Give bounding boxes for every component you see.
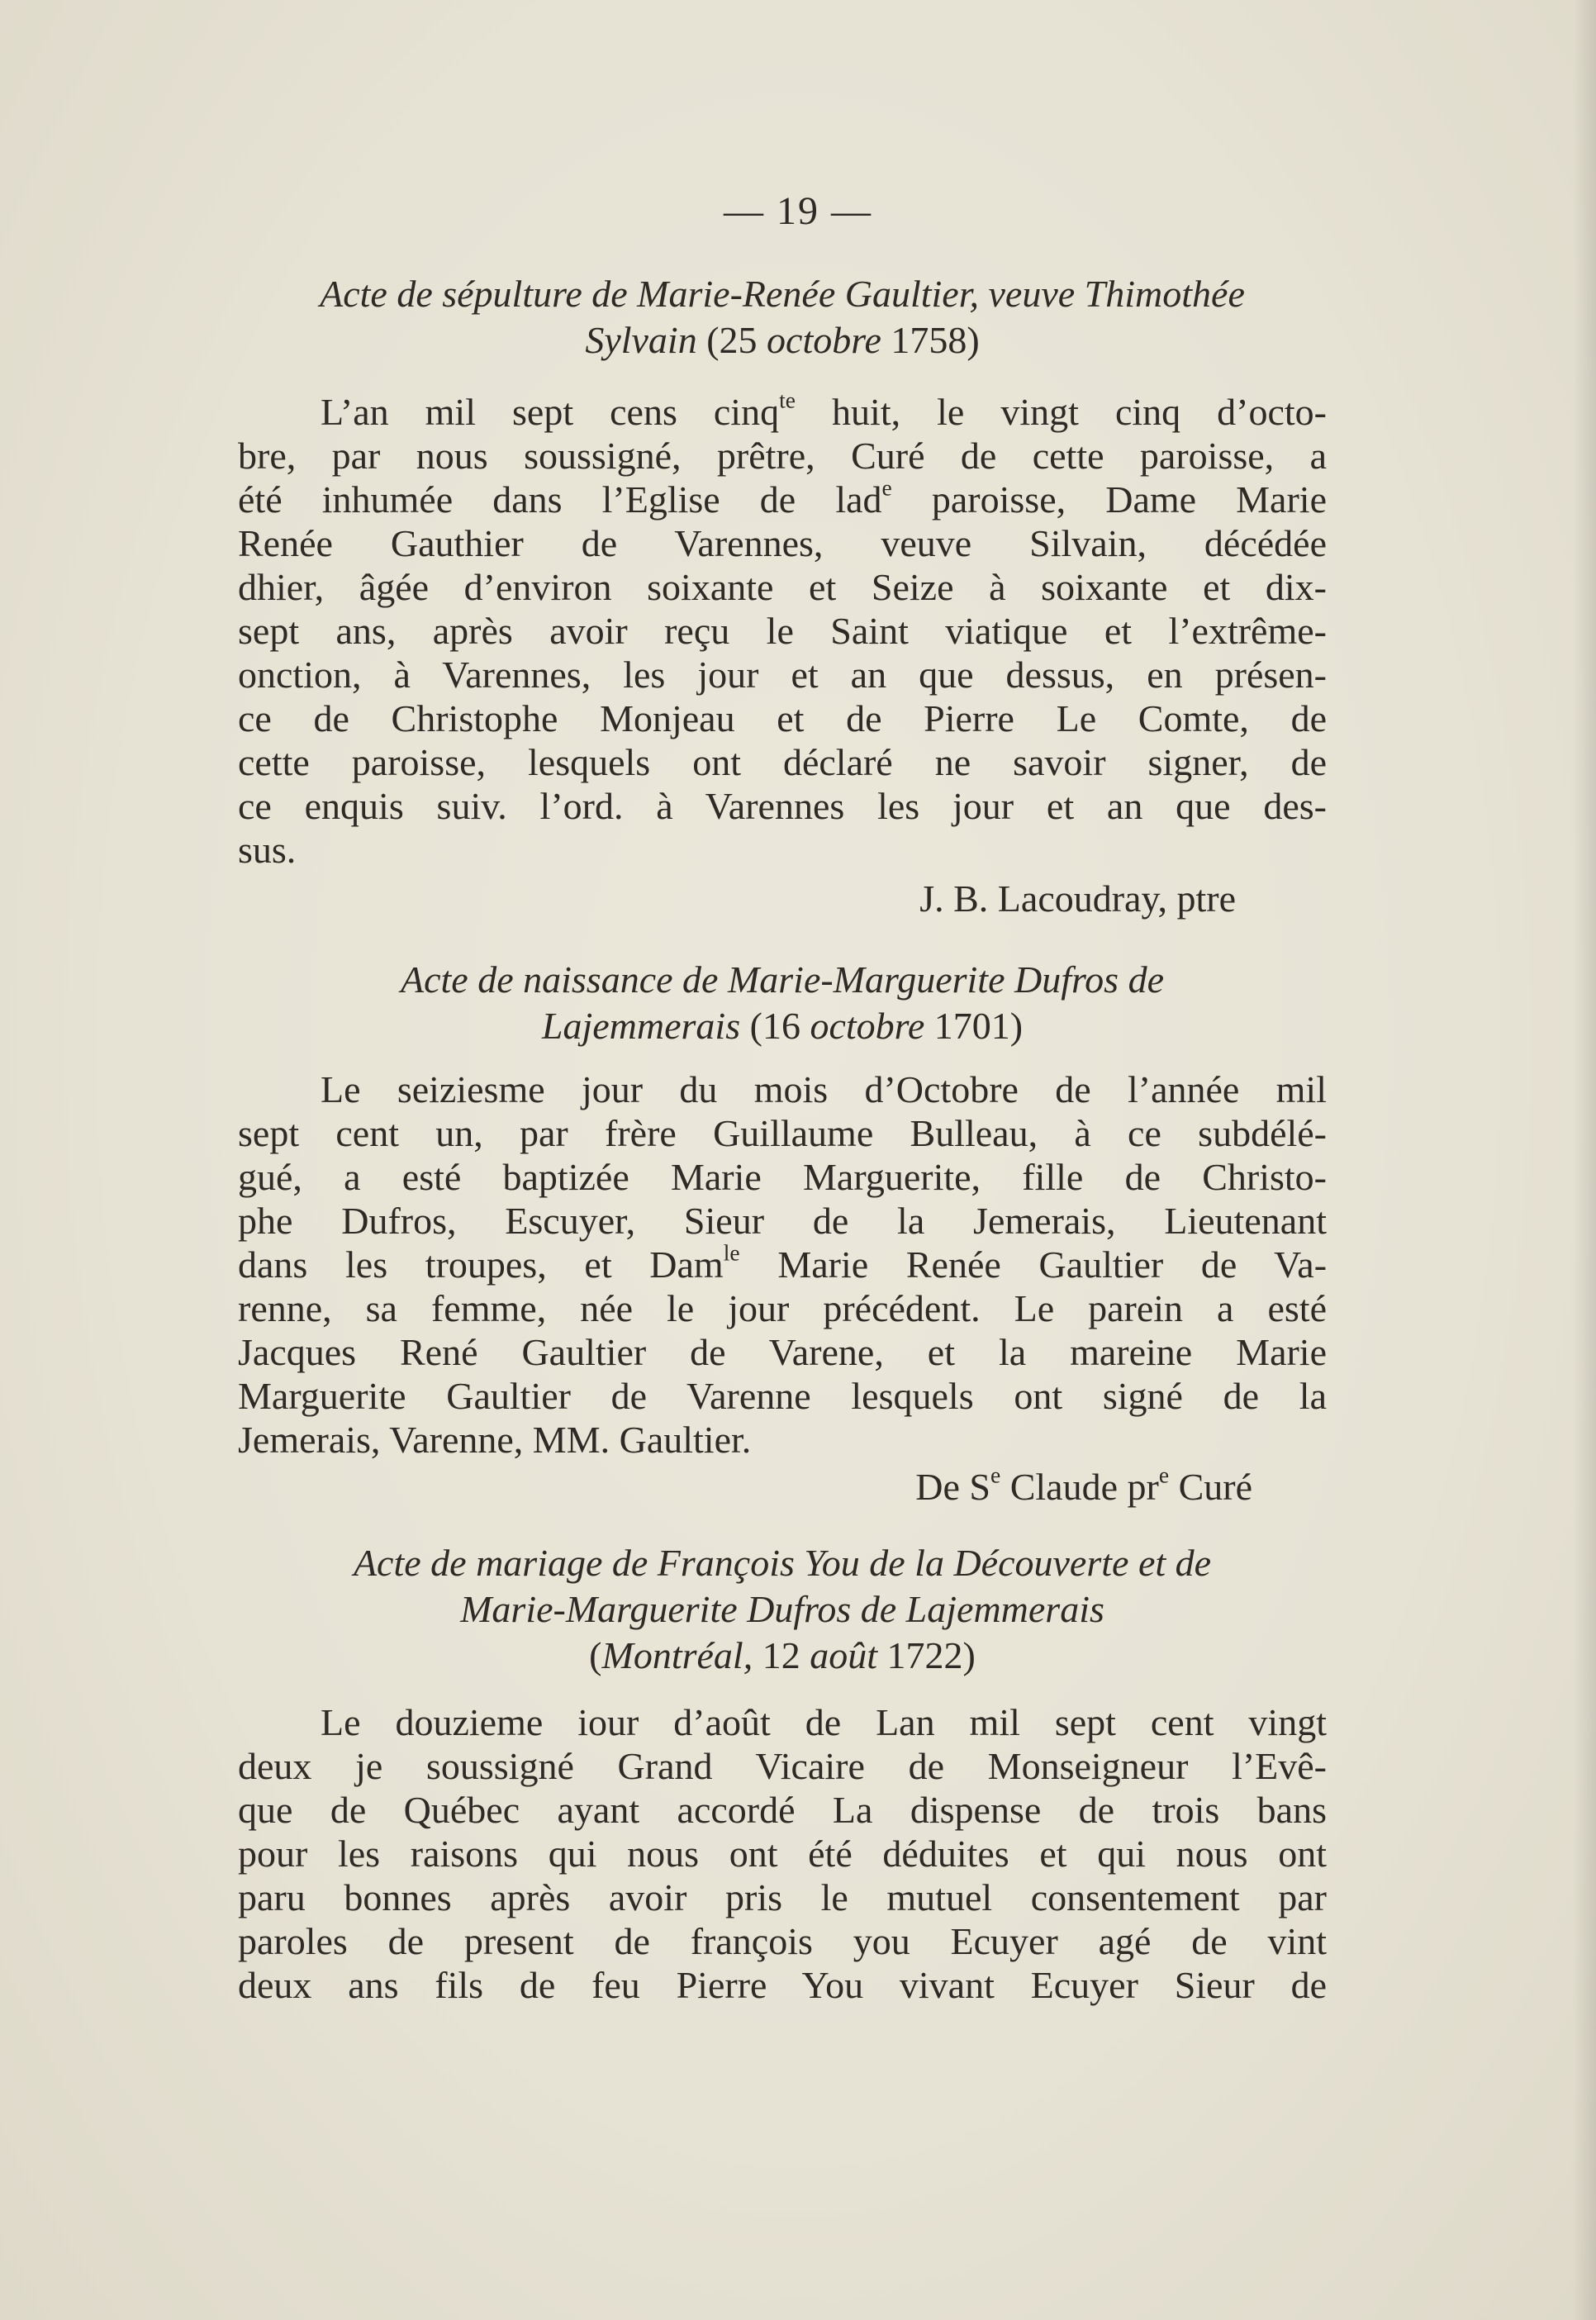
body-line: que de Québec ayant accordé La dispense de trois bans — [238, 1789, 1327, 1831]
body-line: deux je soussigné Grand Vicaire de Monseigneur l’Evê- — [238, 1745, 1327, 1787]
body-line: paru bonnes après avoir pris le mutuel consentement par — [238, 1876, 1327, 1918]
body-line: bre, par nous soussigné, prêtre, Curé de cette paroisse, a — [238, 435, 1327, 477]
heading-line: Acte de sépulture de Marie-Renée Gaultier, veuve Thimothée — [320, 273, 1245, 315]
body-line: pour les raisons qui nous ont été déduites et qui nous ont — [238, 1833, 1327, 1875]
heading-line: Marie-Marguerite Dufros de Lajemmerais — [460, 1588, 1104, 1630]
section-body — [238, 1700, 1327, 2007]
body-line: Renée Gauthier de Varennes, veuve Silvain, décédée — [238, 522, 1327, 564]
body-line: ce enquis suiv. l’ord. à Varennes les jour et an que des- — [238, 785, 1327, 827]
heading-line: Lajemmerais (16 octobre 1701) — [541, 1005, 1024, 1047]
section-body — [238, 1067, 1327, 1462]
section-heading — [238, 271, 1327, 364]
body-line: sept cent un, par frère Guillaume Bulleau, à ce subdélé- — [238, 1112, 1327, 1154]
body-line: Le seiziesme jour du mois d’Octobre de l’année mil — [321, 1068, 1327, 1110]
body-line: paroles de present de françois you Ecuyer agé de vint — [238, 1920, 1327, 1962]
section-heading — [238, 1540, 1327, 1679]
signature: J. B. Lacoudray, ptre — [919, 877, 1236, 920]
body-line: dans les troupes, et Dam$^{le}$ Marie Renée Gaultier de Va- — [238, 1239, 1328, 1286]
body-line: ce de Christophe Monjeau et de Pierre Le Comte, de — [238, 697, 1327, 739]
heading-line: Acte de naissance de Marie-Marguerite Dufros de — [400, 958, 1165, 1001]
section-heading — [238, 957, 1327, 1049]
heading-line: Sylvain (25 octobre 1758) — [585, 319, 980, 361]
body-line: été inhumée dans l’Eglise de lad$^e$ paroisse, Dame Marie — [238, 474, 1327, 521]
body-line: phe Dufros, Escuyer, Sieur de la Jemerais, Lieutenant — [238, 1200, 1327, 1242]
section-marriage-record — [238, 1540, 1327, 2007]
section-birth-record — [238, 957, 1327, 1509]
body-line: deux ans fils de feu Pierre You vivant Ecuyer Sieur de — [238, 1964, 1327, 2006]
body-line: dhier, âgée d’environ soixante et Seize à soixante et dix- — [238, 566, 1327, 608]
body-line: Jacques René Gaultier de Varene, et la mareine Marie — [238, 1331, 1327, 1373]
page-edge-shadow — [1573, 0, 1596, 2320]
body-line: Le douzieme iour d’août de Lan mil sept cent vingt — [321, 1701, 1327, 1743]
body-line: cette paroisse, lesquels ont déclaré ne savoir signer, de — [238, 741, 1327, 783]
body-line: renne, sa femme, née le jour précédent. Le parein a esté — [238, 1287, 1327, 1329]
section-body — [238, 387, 1327, 872]
body-line: L’an mil sept cens cinq$^{te}$ huit, le vingt cinq d’octo- — [321, 387, 1327, 433]
body-line: sus. — [238, 829, 297, 871]
body-line: gué, a esté baptizée Marie Marguerite, fille de Christo- — [238, 1156, 1327, 1198]
body-line: onction, à Varennes, les jour et an que dessus, en présen- — [238, 654, 1327, 696]
body-line: Marguerite Gaultier de Varenne lesquels ont signé de la — [238, 1375, 1327, 1417]
section-burial-record — [238, 271, 1327, 920]
heading-line: Acte de mariage de François You de la Découverte et de — [353, 1542, 1212, 1584]
signature: De $S^e$ Claude $pr^e$ Curé — [915, 1462, 1252, 1508]
heading-line: (Montréal, 12 août 1722) — [589, 1634, 976, 1676]
body-line: Jemerais, Varenne, MM. Gaultier. — [238, 1419, 752, 1461]
page-number: — 19 — — [724, 189, 872, 233]
body-line: sept ans, après avoir reçu le Saint viatique et l’extrême- — [238, 610, 1327, 652]
